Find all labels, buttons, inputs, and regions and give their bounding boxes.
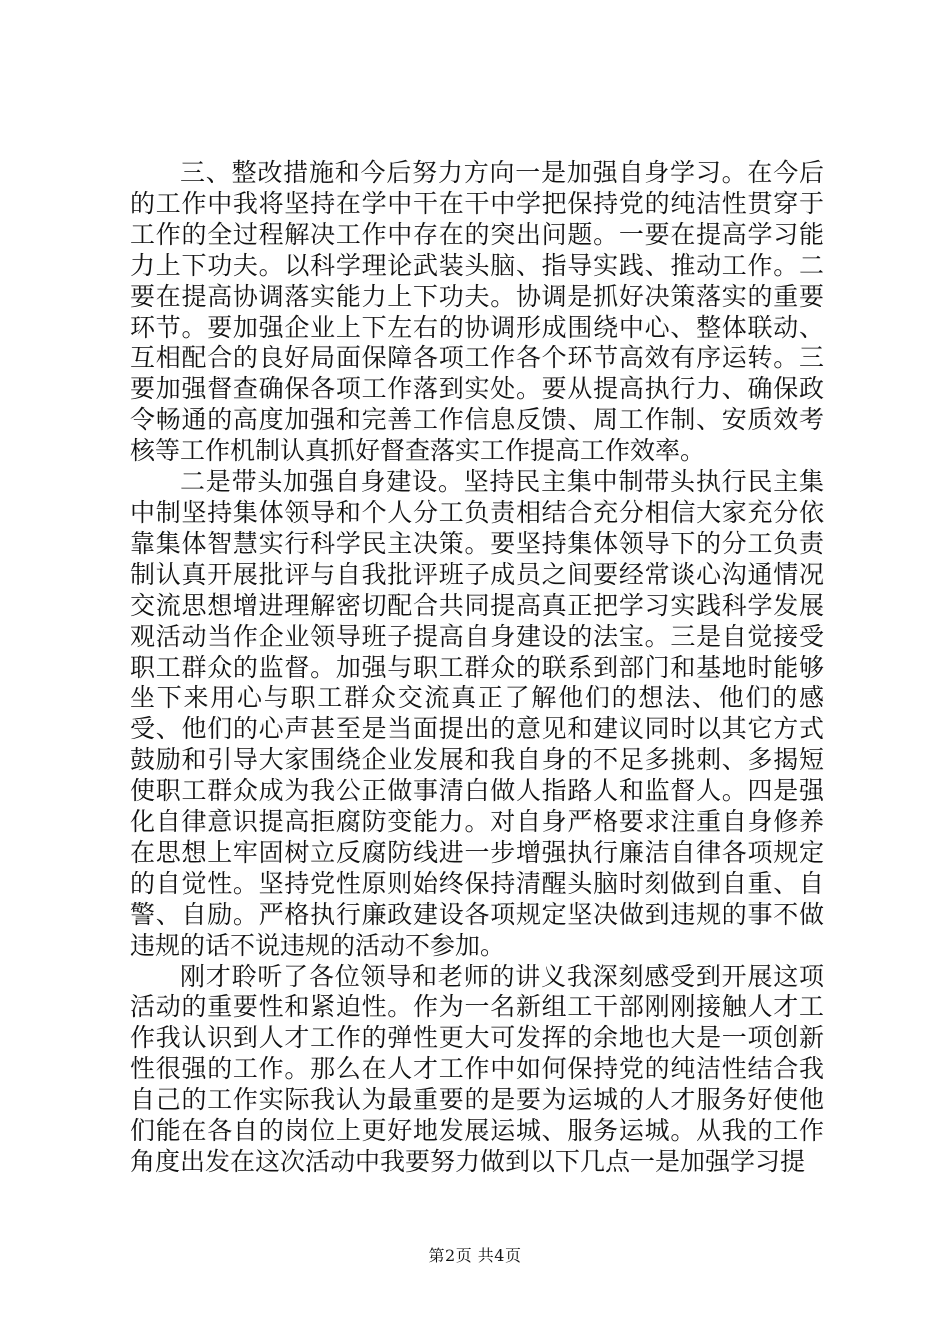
document-body xyxy=(130,158,824,1178)
page-number-footer: 第2页 共4页 xyxy=(428,1246,522,1265)
paragraph-self-construction: 二是带头加强自身建设。坚持民主集中制带头执行民主集中制坚持集体领导和个人分工负责相结合充分相信大家充分依靠集体智慧实行科学民主决策。要坚持集体领导下的分工负责制认真开展批评与自我批评班子成员之间要经常谈心沟通情况交流思想增进理解密切配合共同提高真正把学习实践科学发展观活动当作企业领导班子提高自身建设的法宝。三是自觉接受职工群众的监督。加强与职工群众的联系到部门和基地时能够坐下来用心与职工群众交流真正了解他们的想法、他们的感受、他们的心声甚至是当面提出的意见和建议同时以其它方式鼓励和引导大家围绕企业发展和我自身的不足多挑刺、多揭短使职工群众成为我公正做事清白做人指路人和监督人。四是强化自律意识提高拒腐防变能力。对自身严格要求注重自身修养在思想上牢固树立反腐防线进一步增强执行廉洁自律各项规定的自觉性。坚持党性原则始终保持清醒头脑时刻做到自重、自警、自励。严格执行廉政建设各项规定坚决做到违规的事不做违规的话不说违规的活动不参加。 xyxy=(130,467,824,960)
paragraph-talent-work: 刚才聆听了各位领导和老师的讲义我深刻感受到开展这项活动的重要性和紧迫性。作为一名新组工干部刚刚接触人才工作我认识到人才工作的弹性更大可发挥的余地也大是一项创新性很强的工作。那么在人才工作中如何保持党的纯洁性结合我自己的工作实际我认为最重要的是要为运城的人才服务好使他们能在各自的岗位上更好地发展运城、服务运城。从我的工作角度出发在这次活动中我要努力做到以下几点一是加强学习提 xyxy=(130,961,824,1176)
paragraph-rectification-measures: 三、整改措施和今后努力方向一是加强自身学习。在今后的工作中我将坚持在学中干在干中学把保持党的纯洁性贯穿于工作的全过程解决工作中存在的突出问题。一要在提高学习能力上下功夫。以科学理论武装头脑、指导实践、推动工作。二要在提高协调落实能力上下功夫。协调是抓好决策落实的重要环节。要加强企业上下左右的协调形成围绕中心、整体联动、互相配合的良好局面保障各项工作各个环节高效有序运转。三要加强督查确保各项工作落到实处。要从提高执行力、确保政令畅通的高度加强和完善工作信息反馈、周工作制、安质效考核等工作机制认真抓好督查落实工作提高工作效率。 xyxy=(130,158,824,466)
